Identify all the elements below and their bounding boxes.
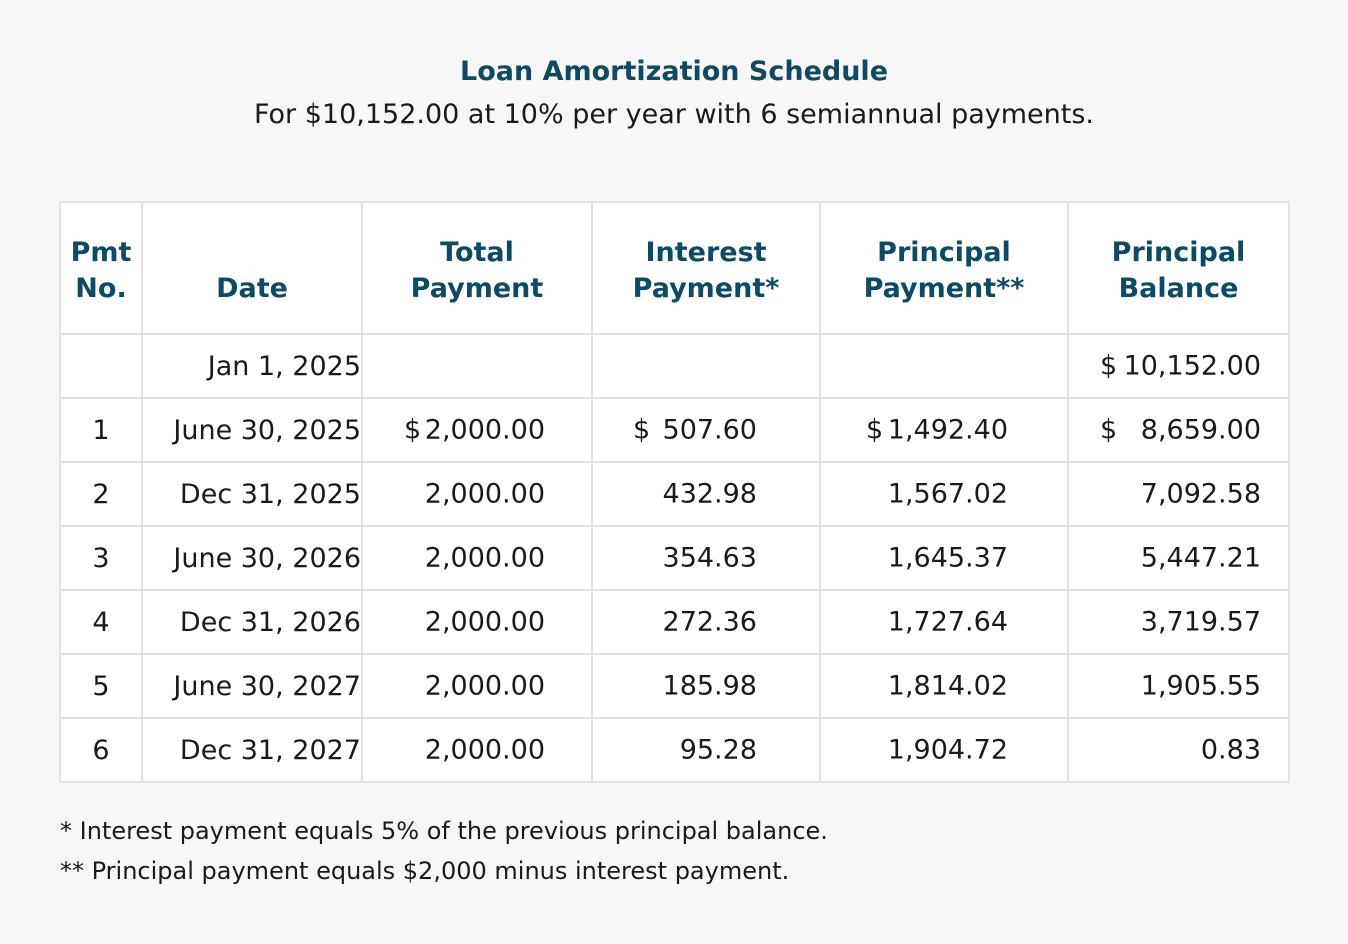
principal-balance-value: 3,719.57 bbox=[1140, 606, 1261, 638]
interest-payment-value: 432.98 bbox=[662, 478, 757, 510]
total-payment-value: 2,000.00 bbox=[424, 606, 545, 638]
principal-payment-value: 1,727.64 bbox=[887, 606, 1008, 638]
header-pmt-line2: No. bbox=[75, 273, 127, 304]
total-payment-cell bbox=[362, 590, 592, 654]
total-payment-value: 2,000.00 bbox=[424, 478, 545, 510]
total-payment-value: 2,000.00 bbox=[424, 670, 545, 702]
date-cell: June 30, 2026 bbox=[142, 526, 362, 590]
principal-balance-cell bbox=[1068, 398, 1289, 462]
principal-payment-cell bbox=[820, 334, 1068, 398]
pmt-no-cell bbox=[60, 334, 142, 398]
currency-symbol: $ bbox=[633, 414, 651, 446]
principal-payment-value: 1,904.72 bbox=[887, 734, 1008, 766]
header-pmt-no bbox=[60, 202, 142, 334]
principal-balance-value: 7,092.58 bbox=[1140, 478, 1261, 510]
footnote-interest: * Interest payment equals 5% of the previous principal balance. bbox=[60, 817, 828, 845]
header-date bbox=[142, 202, 362, 334]
table-row bbox=[60, 334, 1289, 398]
principal-balance-cell bbox=[1068, 590, 1289, 654]
interest-payment-value: 272.36 bbox=[662, 606, 757, 638]
total-payment-value: 2,000.00 bbox=[424, 734, 545, 766]
date-cell: Dec 31, 2025 bbox=[142, 462, 362, 526]
total-payment-value: 2,000.00 bbox=[424, 414, 545, 446]
principal-payment-value: 1,645.37 bbox=[887, 542, 1008, 574]
total-payment-cell bbox=[362, 718, 592, 782]
amortization-table bbox=[59, 201, 1290, 783]
header-principal-line2: Payment** bbox=[863, 273, 1025, 304]
table-row bbox=[60, 526, 1289, 590]
pmt-no-cell: 4 bbox=[60, 590, 142, 654]
pmt-no-cell: 2 bbox=[60, 462, 142, 526]
principal-balance-value: 1,905.55 bbox=[1140, 670, 1261, 702]
table-row bbox=[60, 462, 1289, 526]
principal-payment-cell bbox=[820, 526, 1068, 590]
page-title: Loan Amortization Schedule bbox=[459, 56, 889, 87]
interest-payment-value: 507.60 bbox=[662, 414, 757, 446]
principal-balance-cell bbox=[1068, 718, 1289, 782]
total-payment-cell bbox=[362, 334, 592, 398]
header-total-line1: Total bbox=[440, 237, 514, 268]
page-subtitle: For $10,152.00 at 10% per year with 6 semiannual payments. bbox=[253, 99, 1095, 130]
header-interest-payment bbox=[592, 202, 820, 334]
currency-symbol: $ bbox=[866, 414, 884, 446]
currency-symbol: $ bbox=[1100, 414, 1118, 446]
pmt-no-cell: 3 bbox=[60, 526, 142, 590]
pmt-no-cell: 5 bbox=[60, 654, 142, 718]
interest-payment-value: 354.63 bbox=[662, 542, 757, 574]
date-cell: June 30, 2025 bbox=[142, 398, 362, 462]
table-row bbox=[60, 590, 1289, 654]
header-pmt-line1: Pmt bbox=[70, 237, 132, 268]
table-row bbox=[60, 718, 1289, 782]
header-total-line2: Payment bbox=[410, 273, 544, 304]
table-row bbox=[60, 654, 1289, 718]
header-interest-line1: Interest bbox=[645, 237, 767, 268]
principal-balance-cell bbox=[1068, 334, 1289, 398]
principal-balance-value: 0.83 bbox=[1200, 734, 1261, 766]
header-date-label: Date bbox=[216, 273, 288, 304]
interest-payment-value: 95.28 bbox=[679, 734, 757, 766]
header-balance-line2: Balance bbox=[1118, 273, 1239, 304]
header-principal-balance bbox=[1068, 202, 1289, 334]
principal-balance-cell bbox=[1068, 462, 1289, 526]
date-cell: Jan 1, 2025 bbox=[142, 334, 362, 398]
interest-payment-cell bbox=[592, 334, 820, 398]
table-header-row bbox=[60, 202, 1289, 334]
total-payment-cell bbox=[362, 462, 592, 526]
total-payment-value: 2,000.00 bbox=[424, 542, 545, 574]
principal-payment-cell bbox=[820, 718, 1068, 782]
currency-symbol: $ bbox=[404, 414, 422, 446]
pmt-no-cell: 1 bbox=[60, 398, 142, 462]
principal-payment-cell bbox=[820, 590, 1068, 654]
date-cell: Dec 31, 2027 bbox=[142, 718, 362, 782]
date-cell: June 30, 2027 bbox=[142, 654, 362, 718]
header-principal-payment bbox=[820, 202, 1068, 334]
interest-payment-cell bbox=[592, 526, 820, 590]
principal-payment-value: 1,567.02 bbox=[887, 478, 1008, 510]
header-interest-line2: Payment* bbox=[632, 273, 780, 304]
date-cell: Dec 31, 2026 bbox=[142, 590, 362, 654]
total-payment-cell bbox=[362, 654, 592, 718]
principal-balance-value: 5,447.21 bbox=[1140, 542, 1261, 574]
header-total-payment bbox=[362, 202, 592, 334]
total-payment-cell bbox=[362, 526, 592, 590]
principal-balance-cell bbox=[1068, 654, 1289, 718]
principal-balance-cell bbox=[1068, 526, 1289, 590]
principal-balance-value: 10,152.00 bbox=[1123, 350, 1261, 382]
interest-payment-cell bbox=[592, 654, 820, 718]
principal-payment-cell bbox=[820, 462, 1068, 526]
currency-symbol: $ bbox=[1100, 350, 1118, 382]
principal-payment-cell bbox=[820, 398, 1068, 462]
interest-payment-value: 185.98 bbox=[662, 670, 757, 702]
footnote-principal: ** Principal payment equals $2,000 minus interest payment. bbox=[60, 857, 790, 885]
table-row bbox=[60, 398, 1289, 462]
interest-payment-cell bbox=[592, 590, 820, 654]
interest-payment-cell bbox=[592, 718, 820, 782]
principal-payment-cell bbox=[820, 654, 1068, 718]
pmt-no-cell: 6 bbox=[60, 718, 142, 782]
header-balance-line1: Principal bbox=[1111, 237, 1246, 268]
interest-payment-cell bbox=[592, 398, 820, 462]
interest-payment-cell bbox=[592, 462, 820, 526]
principal-payment-value: 1,814.02 bbox=[887, 670, 1008, 702]
header-principal-line1: Principal bbox=[877, 237, 1011, 268]
total-payment-cell bbox=[362, 398, 592, 462]
principal-balance-value: 8,659.00 bbox=[1140, 414, 1261, 446]
principal-payment-value: 1,492.40 bbox=[887, 414, 1008, 446]
